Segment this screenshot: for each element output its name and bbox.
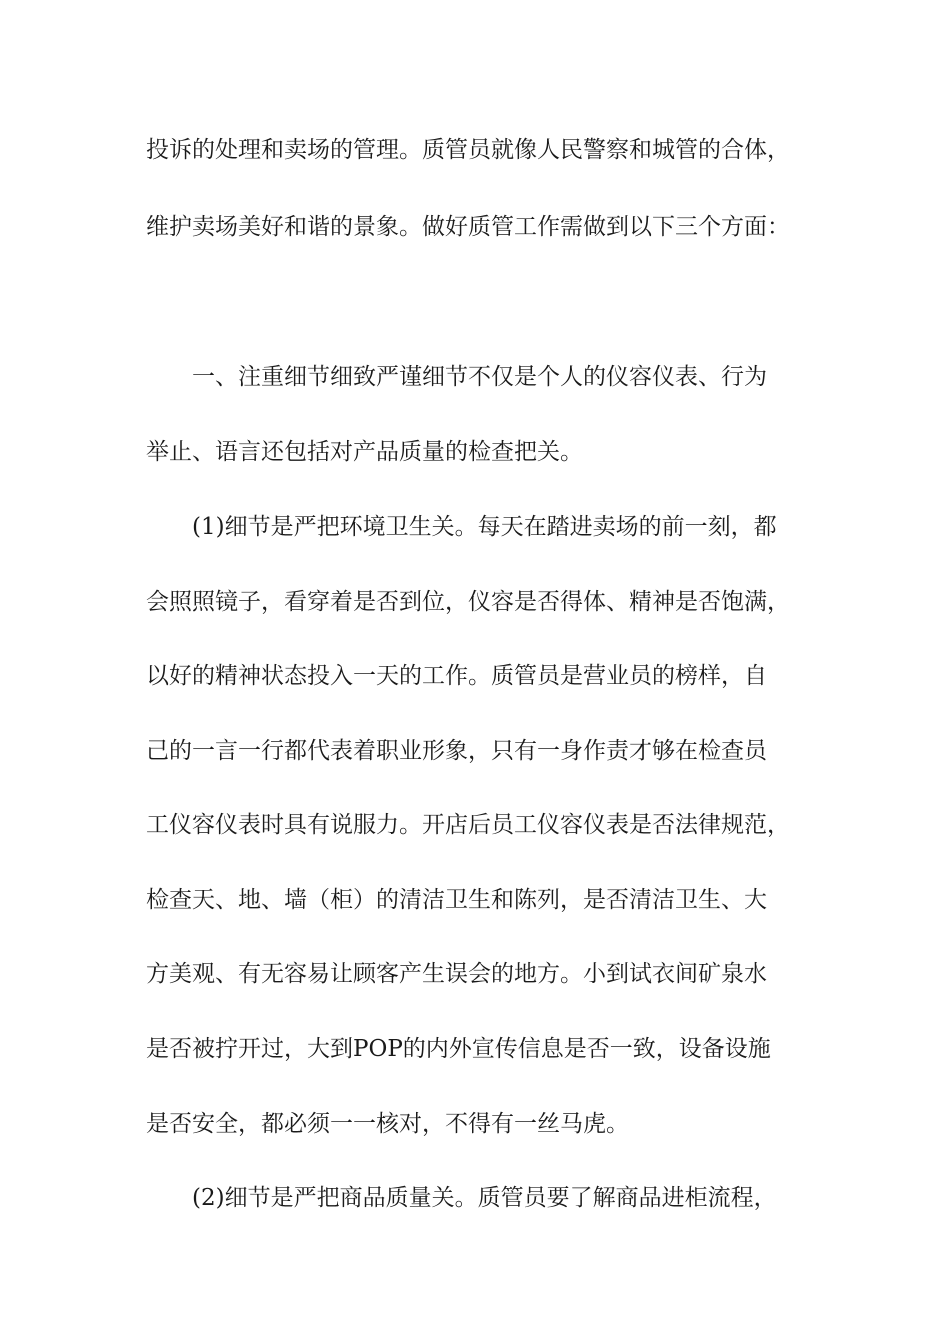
body-text-line: 方美观、有无容易让顾客产生误会的地方。小到试衣间矿泉水 bbox=[146, 961, 767, 987]
body-text-line: 举止、语言还包括对产品质量的检查把关。 bbox=[146, 439, 583, 465]
body-text-line: 维护卖场美好和谐的景象。做好质管工作需做到以下三个方面： bbox=[146, 214, 790, 240]
paragraph-first-line: (1)细节是严把环境卫生关。每天在踏进卖场的前一刻，都 bbox=[192, 514, 777, 540]
paragraph-first-line: (2)细节是严把商品质量关。质管员要了解商品进柜流程， bbox=[192, 1185, 777, 1211]
body-text-line: 是否被拧开过，大到POP的内外宣传信息是否一致，设备设施 bbox=[146, 1036, 771, 1062]
section-heading-line: 一、注重细节细致严谨细节不仅是个人的仪容仪表、行为 bbox=[192, 364, 767, 390]
body-text-line: 以好的精神状态投入一天的工作。质管员是营业员的榜样，自 bbox=[146, 663, 767, 689]
body-text-line: 检查天、地、墙（柜）的清洁卫生和陈列，是否清洁卫生、大 bbox=[146, 887, 767, 913]
body-text-line: 工仪容仪表时具有说服力。开店后员工仪容仪表是否法律规范， bbox=[146, 812, 790, 838]
body-text-line: 是否安全，都必须一一核对，不得有一丝马虎。 bbox=[146, 1111, 629, 1137]
body-text-line: 己的一言一行都代表着职业形象，只有一身作责才够在检查员 bbox=[146, 738, 767, 764]
body-text-line: 投诉的处理和卖场的管理。质管员就像人民警察和城管的合体， bbox=[146, 137, 790, 163]
body-text-line: 会照照镜子，看穿着是否到位，仪容是否得体、精神是否饱满， bbox=[146, 589, 790, 615]
